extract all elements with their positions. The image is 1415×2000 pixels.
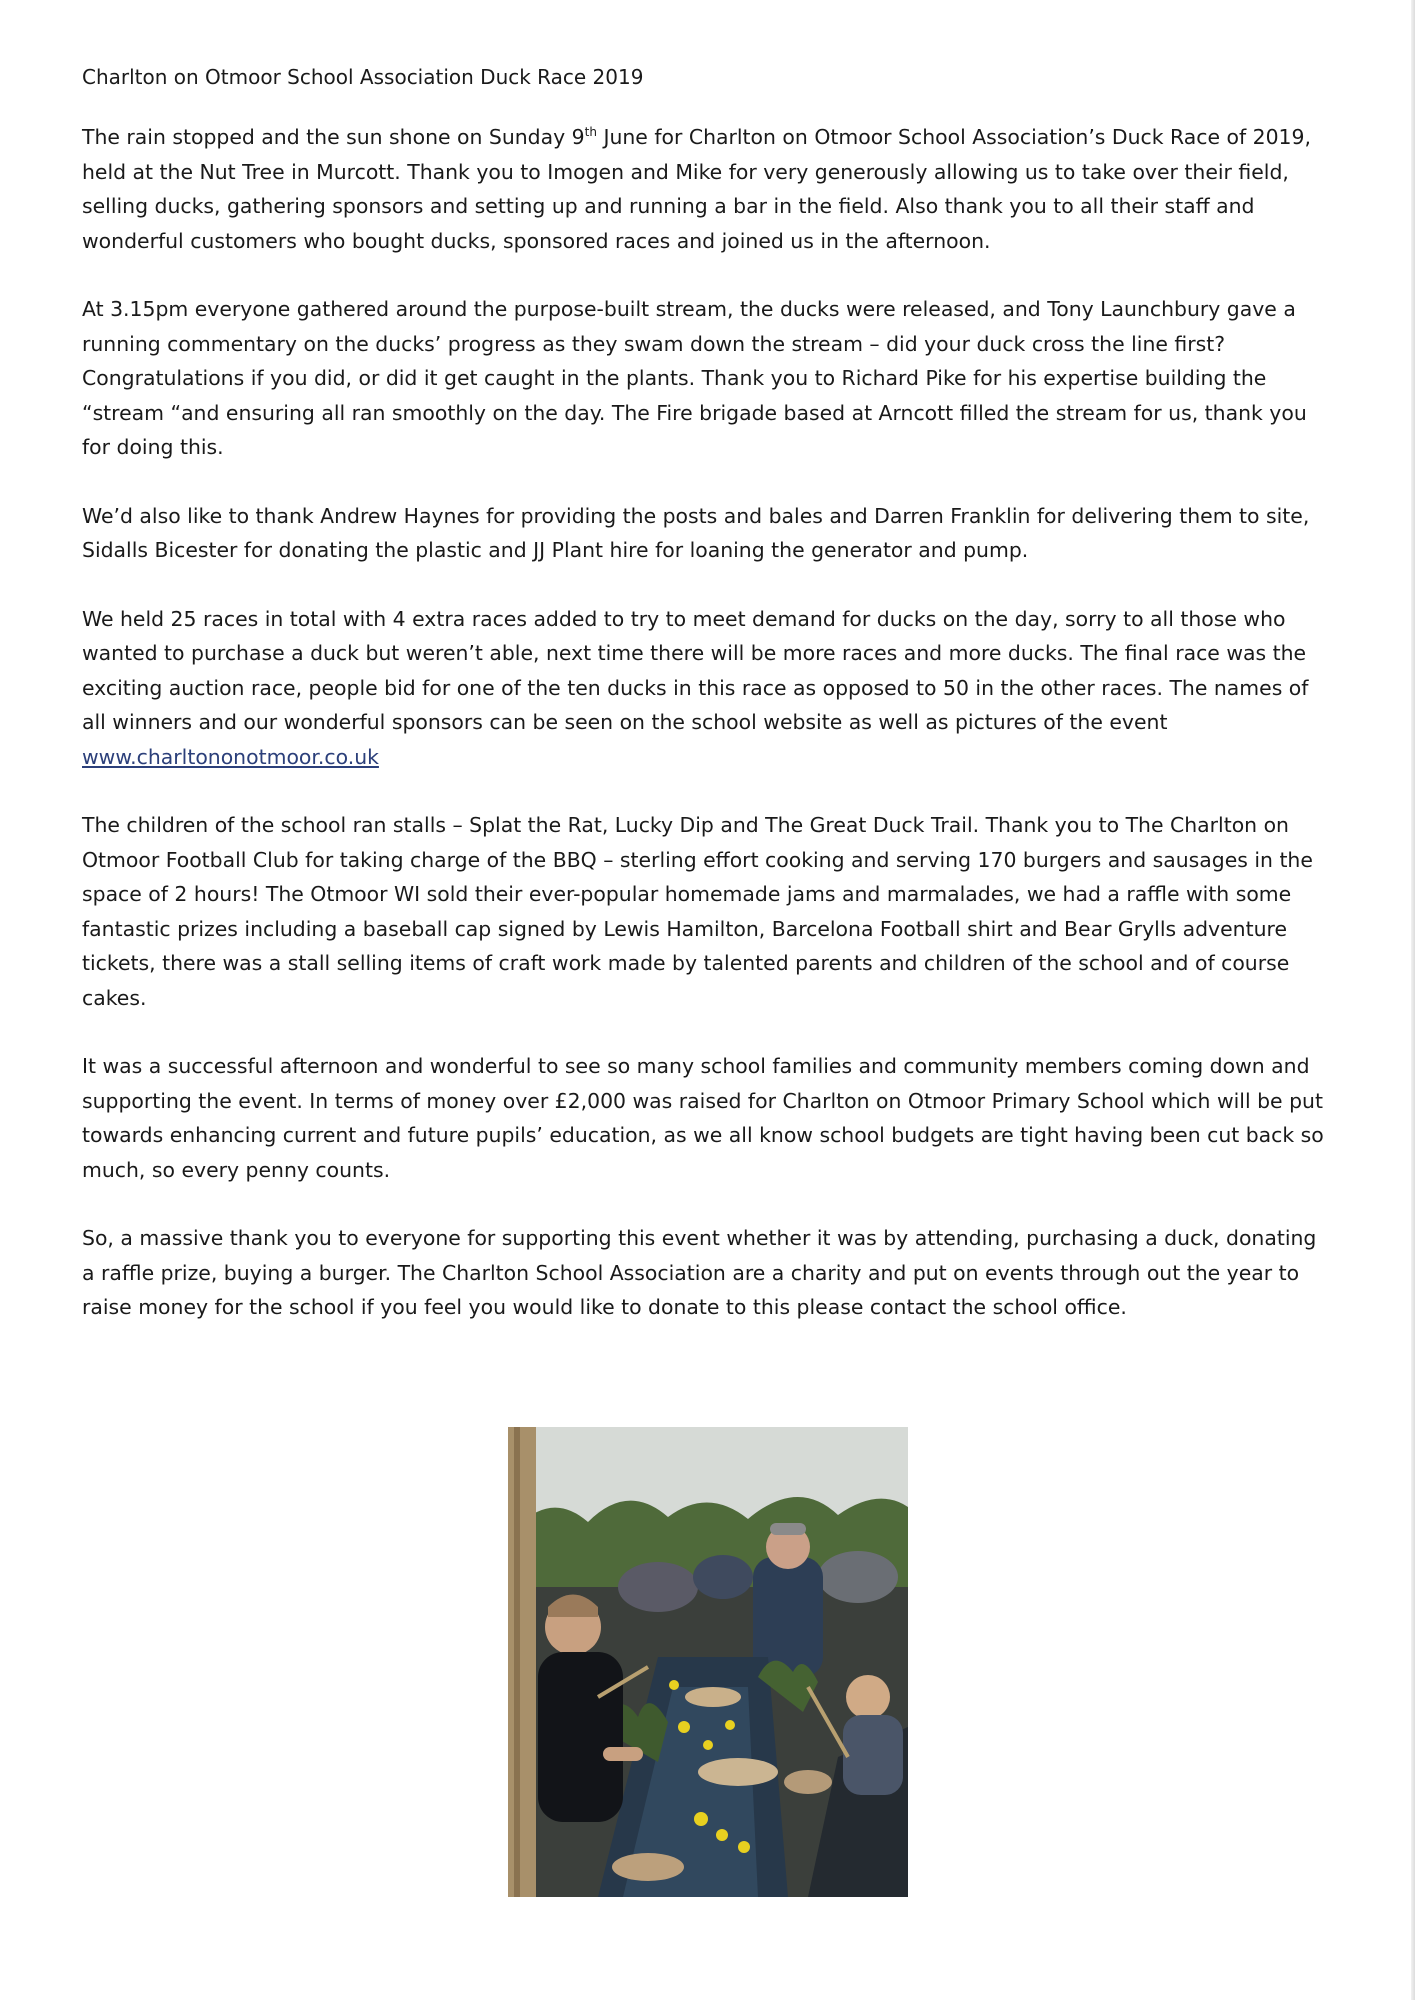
paragraph-race-start: At 3.15pm everyone gathered around the purpose-built stream, the ducks were released, and Tony Launchbury gave a running commentary on the ducks’ progress as they swam down the stream – did your duck cross the line first? Congratulations if you did, or did it get caught in the plants. Thank you to Richard Pike for his expertise building the “stream “and ensuring all ran smoothly on the day. The Fire brigade based at Arncott filled the stream for us, thank you for doing this. <box>82 297 1307 459</box>
paragraph-closing-thanks: So, a massive thank you to everyone for supporting this event whether it was by attending, purchasing a duck, donating a raffle prize, buying a burger. The Charlton School Association are a charity and put on events through out the year to raise money for the school if you feel you would like to donate to this please contact the school office. <box>82 1226 1317 1319</box>
paragraph-stalls: The children of the school ran stalls – Splat the Rat, Lucky Dip and The Great Duck Trail. Thank you to The Charlton on Otmoor Football Club for taking charge of the BBQ – sterling effort cooking and serving 170 burgers and sausages in the space of 2 hours! The Otmoor WI sold their ever-popular homemade jams and marmalades, we had a raffle with some fantastic prizes including a baseball cap signed by Lewis Hamilton, Barcelona Football shirt and Bear Grylls adventure tickets, there was a stall selling items of craft work made by talented parents and children of the school and of course cakes. <box>82 813 1313 1010</box>
intro-text-start: The rain stopped and the sun shone on Sunday 9 <box>82 125 585 149</box>
paragraph-money-raised: It was a successful afternoon and wonderful to see so many school families and community members coming down and supporting the event. In terms of money over £2,000 was raised for Charlton on Otmoor Primary School which will be put towards enhancing current and future pupils’ education, as we all know school budgets are tight having been cut back so much, so every penny counts. <box>82 1054 1324 1182</box>
races-summary-text: We held 25 races in total with 4 extra races added to try to meet demand for ducks on the day, sorry to all those who wanted to purchase a duck but weren’t able, next time there will be more races and more ducks. The final race was the exciting auction race, people bid for one of the ten ducks in this race as opposed to 50 in the other races. The names of all winners and our wonderful sponsors can be seen on the school website as well as pictures of the event <box>82 606 1309 734</box>
paragraph-races-summary <box>82 602 1332 775</box>
letter-body <box>82 60 1332 1359</box>
paragraph-event-intro <box>82 120 1332 258</box>
intro-text-rest: June for Charlton on Otmoor School Association’s Duck Race of 2019, held at the Nut Tree in Murcott. Thank you to Imogen and Mike for very generously allowing us to take over their field, selling ducks, gathering sponsors and setting up and running a bar in the field. Also thank you to all their staff and wonderful customers who bought ducks, sponsored races and joined us in the afternoon. <box>82 125 1311 253</box>
duck-race-photo <box>508 1427 908 1897</box>
school-website-link[interactable]: www.charltononotmoor.co.uk <box>82 744 379 769</box>
document-title: Charlton on Otmoor School Association Duck Race 2019 <box>82 65 644 89</box>
duck-race-photo-icon <box>508 1427 908 1897</box>
scan-edge-shadow <box>1411 0 1415 2000</box>
date-superscript: th <box>584 125 597 140</box>
paragraph-thanks-suppliers: We’d also like to thank Andrew Haynes for providing the posts and bales and Darren Franklin for delivering them to site, Sidalls Bicester for donating the plastic and JJ Plant hire for loaning the generator and pump. <box>82 503 1310 562</box>
